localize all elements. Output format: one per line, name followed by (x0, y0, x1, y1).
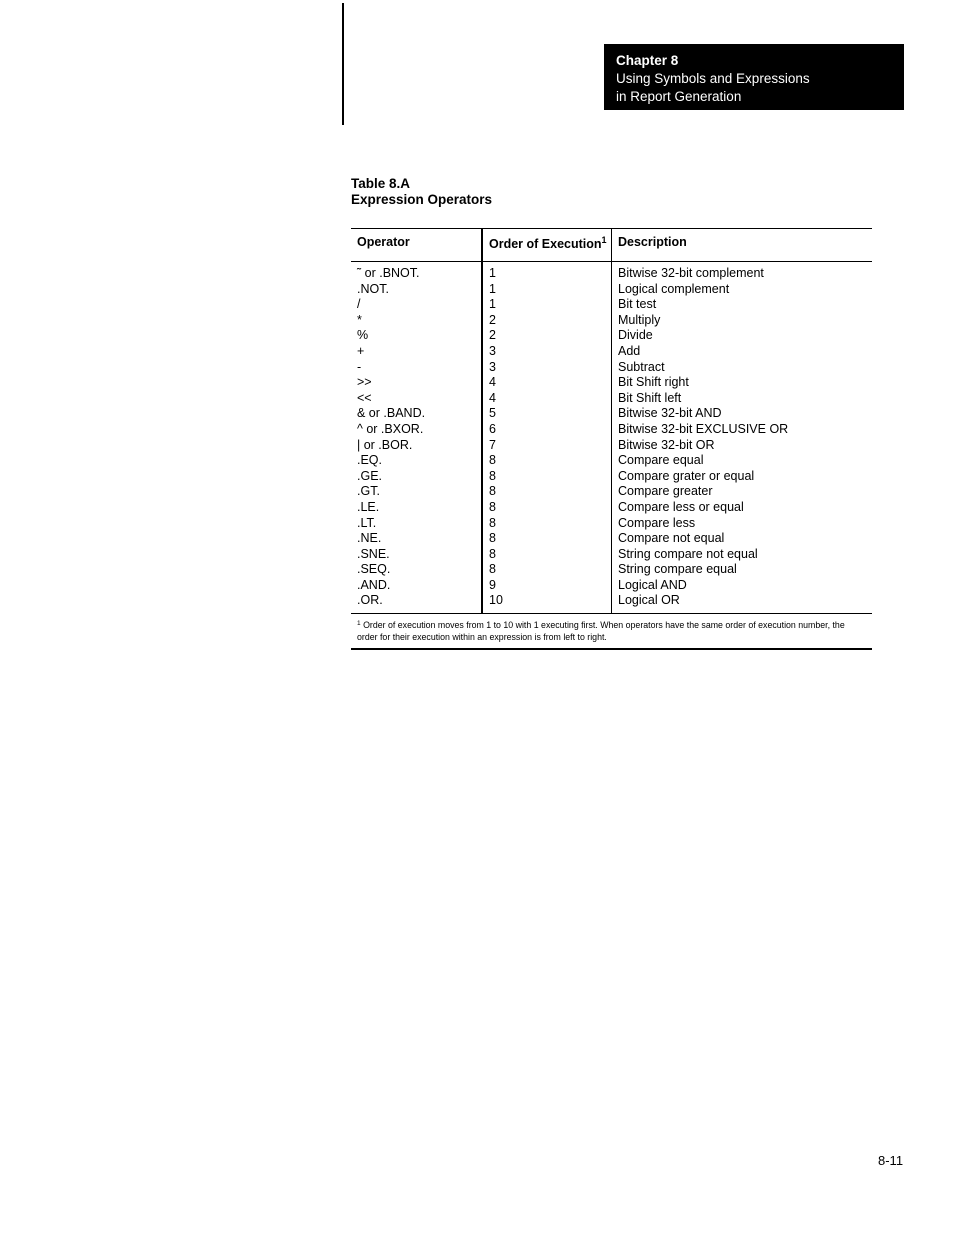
order-cell: 3 (489, 359, 496, 374)
order-cell: 8 (489, 468, 496, 483)
operator-cell: >> (357, 375, 372, 390)
table-number: Table 8.A (351, 176, 411, 191)
description-cell: Compare less or equal (618, 499, 744, 514)
footnote-mark: 1 (357, 620, 361, 628)
operator-cell: ˜ or .BNOT. (357, 266, 420, 280)
operator-cell: << (357, 390, 372, 405)
description-cell: Compare equal (618, 453, 704, 468)
header-order-label: Order of Execution (489, 237, 602, 252)
operator-cell: | or .BOR. (357, 437, 413, 452)
operators-table (351, 228, 872, 650)
order-cell: 2 (489, 312, 496, 327)
operator-cell: .SNE. (357, 546, 390, 561)
order-cell: 1 (489, 281, 496, 296)
margin-rule (342, 3, 344, 125)
operator-cell: + (357, 343, 365, 358)
operator-cell: .NE. (357, 531, 382, 546)
description-cell: Compare greater (618, 484, 713, 499)
description-cell: Compare not equal (618, 531, 725, 546)
chapter-title-line2: in Report Generation (616, 89, 742, 104)
description-cell: Bit test (618, 297, 657, 312)
order-cell: 4 (489, 390, 496, 405)
operator-cell: .OR. (357, 593, 383, 608)
description-cell: Bitwise 32-bit EXCLUSIVE OR (618, 421, 789, 436)
table-title: Expression Operators (351, 192, 493, 207)
operator-cell: .EQ. (357, 453, 383, 468)
table-caption (351, 176, 492, 208)
header-description: Description (611, 229, 872, 261)
chapter-label: Chapter 8 (616, 53, 679, 68)
header-order (481, 229, 611, 261)
order-cell: 10 (489, 593, 503, 608)
order-cell: 5 (489, 406, 496, 421)
operator-cell: .GT. (357, 484, 380, 499)
description-cell: Bit Shift left (618, 390, 682, 405)
operator-cell: .LE. (357, 499, 380, 514)
order-cell: 8 (489, 562, 496, 577)
description-cell: Bitwise 32-bit AND (618, 406, 722, 421)
operator-cell: .SEQ. (357, 562, 391, 577)
order-cell: 7 (489, 437, 496, 452)
order-cell: 3 (489, 343, 496, 358)
operator-cell: & or .BAND. (357, 406, 426, 421)
description-cell: Multiply (618, 312, 661, 327)
description-cell: Compare less (618, 515, 696, 530)
operator-cell: % (357, 328, 369, 343)
description-cell: Bitwise 32-bit complement (618, 266, 764, 280)
description-cell: Compare grater or equal (618, 468, 755, 483)
order-cell: 2 (489, 328, 496, 343)
chapter-header (604, 44, 904, 110)
description-cell: Bitwise 32-bit OR (618, 437, 715, 452)
order-cell: 9 (489, 577, 496, 592)
order-cell: 8 (489, 484, 496, 499)
description-cell: Logical complement (618, 281, 730, 296)
description-cell: Add (618, 343, 641, 358)
order-cell: 8 (489, 515, 496, 530)
order-column (481, 262, 611, 613)
operator-cell: .NOT. (357, 281, 389, 296)
table-body (351, 262, 872, 613)
operator-cell: .LT. (357, 515, 377, 530)
description-cell: Logical OR (618, 593, 680, 608)
order-cell: 8 (489, 453, 496, 468)
table-footnote (351, 614, 872, 648)
table-header-row (351, 229, 872, 261)
description-column (611, 262, 872, 613)
operator-cell: .AND. (357, 577, 391, 592)
order-cell: 6 (489, 421, 496, 436)
order-cell: 8 (489, 531, 496, 546)
order-cell: 1 (489, 266, 496, 280)
description-cell: String compare not equal (618, 546, 758, 561)
operator-cell: - (357, 359, 362, 374)
header-order-footnote-mark: 1 (601, 235, 607, 245)
page-number: 8-11 (878, 1153, 904, 1168)
description-cell: Bit Shift right (618, 375, 689, 390)
order-cell: 8 (489, 499, 496, 514)
operator-column (351, 262, 481, 613)
chapter-title-line1: Using Symbols and Expressions (616, 71, 810, 86)
footnote-line1: Order of execution moves from 1 to 10 with 1 executing first. When operators have the same order of execution number, the (363, 620, 845, 631)
operator-cell: .GE. (357, 468, 383, 483)
footnote-line2: order for their execution within an expression is from left to right. (357, 632, 607, 643)
operator-cell: * (357, 312, 362, 327)
order-cell: 4 (489, 375, 496, 390)
description-cell: String compare equal (618, 562, 737, 577)
table-bottom-rule (351, 648, 872, 650)
description-cell: Divide (618, 328, 653, 343)
header-operator: Operator (357, 235, 410, 249)
operator-cell: / (357, 297, 361, 312)
description-cell: Subtract (618, 359, 665, 374)
order-cell: 1 (489, 297, 496, 312)
order-cell: 8 (489, 546, 496, 561)
description-cell: Logical AND (618, 577, 687, 592)
operator-cell: ^ or .BXOR. (357, 421, 424, 436)
